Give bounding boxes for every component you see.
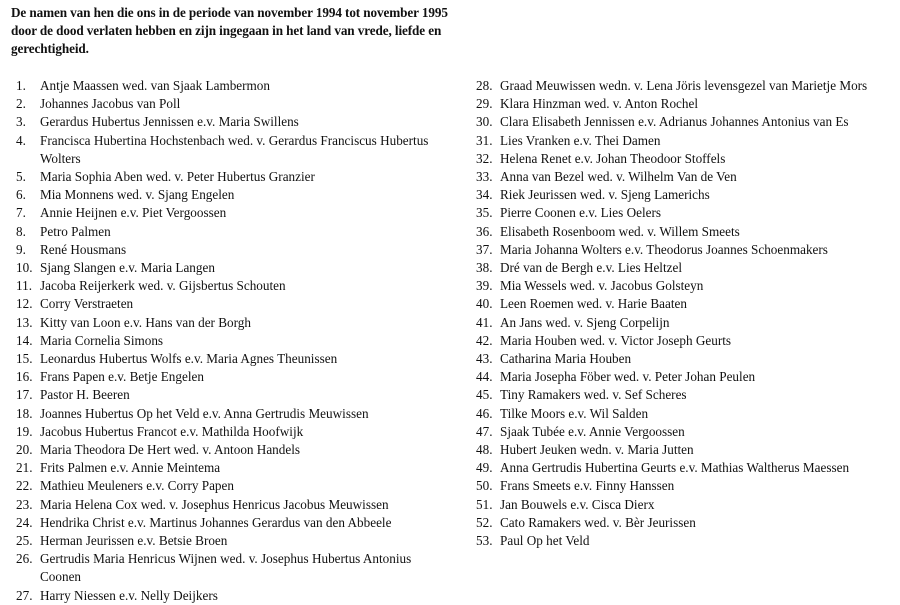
item-number: 5. xyxy=(16,169,26,185)
right-column-list xyxy=(476,77,896,550)
item-number: 25. xyxy=(16,533,33,549)
item-name: Pastor H. Beeren xyxy=(40,387,130,403)
list-item xyxy=(16,113,446,131)
item-name: Clara Elisabeth Jennissen e.v. Adrianus Johannes Antonius van Es xyxy=(500,114,849,130)
item-name: Joannes Hubertus Op het Veld e.v. Anna Gertrudis Meuwissen xyxy=(40,405,369,421)
item-name: Hubert Jeuken wedn. v. Maria Jutten xyxy=(500,442,694,458)
item-number: 18. xyxy=(16,405,33,421)
list-item xyxy=(476,295,896,313)
item-name: Corry Verstraeten xyxy=(40,296,134,312)
item-name: Anna van Bezel wed. v. Wilhelm Van de Ven xyxy=(500,169,737,185)
item-name: Gerardus Hubertus Jennissen e.v. Maria Swillens xyxy=(40,114,299,130)
item-number: 50. xyxy=(476,478,493,494)
list-item xyxy=(16,95,446,113)
item-name: Antje Maassen wed. van Sjaak Lambermon xyxy=(40,78,270,93)
item-number: 10. xyxy=(16,260,33,276)
item-number: 22. xyxy=(16,478,33,494)
list-item xyxy=(16,223,446,241)
item-name: Sjang Slangen e.v. Maria Langen xyxy=(40,260,215,276)
item-number: 7. xyxy=(16,205,26,221)
item-name: Graad Meuwissen wedn. v. Lena Jöris levensgezel van Marietje Mors xyxy=(500,78,868,93)
list-item xyxy=(476,132,896,150)
item-number: 29. xyxy=(476,96,493,112)
list-item xyxy=(476,423,896,441)
item-name: Gertrudis Maria Henricus Wijnen wed. v. Josephus Hubertus Antonius Coonen xyxy=(40,551,412,585)
list-item xyxy=(16,496,446,514)
item-name: Maria Josepha Föber wed. v. Peter Johan Peulen xyxy=(500,369,756,385)
item-name: Elisabeth Rosenboom wed. v. Willem Smeets xyxy=(500,223,740,239)
item-number: 1. xyxy=(16,78,26,93)
item-name: Frans Papen e.v. Betje Engelen xyxy=(40,369,204,385)
list-item xyxy=(476,350,896,368)
item-number: 2. xyxy=(16,96,26,112)
item-number: 32. xyxy=(476,150,493,166)
list-item xyxy=(16,295,446,313)
item-number: 42. xyxy=(476,332,493,348)
item-name: An Jans wed. v. Sjeng Corpelijn xyxy=(500,314,670,330)
item-number: 24. xyxy=(16,514,33,530)
item-name: Johannes Jacobus van Poll xyxy=(40,96,181,112)
list-item xyxy=(16,386,446,404)
item-name: Jacobus Hubertus Francot e.v. Mathilda Hoofwijk xyxy=(40,423,304,439)
item-name: Hendrika Christ e.v. Martinus Johannes Gerardus van den Abbeele xyxy=(40,514,392,530)
item-name: Jacoba Reijerkerk wed. v. Gijsbertus Schouten xyxy=(40,278,286,294)
item-number: 53. xyxy=(476,533,493,549)
list-item xyxy=(476,332,896,350)
item-number: 17. xyxy=(16,387,33,403)
item-name: Maria Johanna Wolters e.v. Theodorus Joannes Schoenmakers xyxy=(500,241,828,257)
item-number: 40. xyxy=(476,296,493,312)
list-item xyxy=(16,587,446,605)
list-item xyxy=(476,386,896,404)
item-number: 15. xyxy=(16,351,33,367)
item-name: Maria Helena Cox wed. v. Josephus Henricus Jacobus Meuwissen xyxy=(40,496,389,512)
list-item xyxy=(16,368,446,386)
list-item xyxy=(476,113,896,131)
item-number: 38. xyxy=(476,260,493,276)
item-name: René Housmans xyxy=(40,241,127,257)
item-name: Helena Renet e.v. Johan Theodoor Stoffels xyxy=(500,150,726,166)
list-item xyxy=(16,332,446,350)
item-number: 23. xyxy=(16,496,33,512)
item-number: 41. xyxy=(476,314,493,330)
item-number: 20. xyxy=(16,442,33,458)
list-item xyxy=(16,277,446,295)
list-item xyxy=(476,532,896,550)
list-item xyxy=(476,204,896,222)
list-item xyxy=(16,532,446,550)
list-item xyxy=(16,550,446,586)
item-name: Riek Jeurissen wed. v. Sjeng Lamerichs xyxy=(500,187,710,203)
item-name: Cato Ramakers wed. v. Bèr Jeurissen xyxy=(500,514,696,530)
list-item xyxy=(16,514,446,532)
list-item xyxy=(476,514,896,532)
item-name: Leen Roemen wed. v. Harie Baaten xyxy=(500,296,687,312)
item-name: Paul Op het Veld xyxy=(500,533,590,549)
item-number: 28. xyxy=(476,78,493,93)
item-number: 26. xyxy=(16,551,33,567)
item-number: 43. xyxy=(476,351,493,367)
item-number: 52. xyxy=(476,514,493,530)
list-item xyxy=(476,405,896,423)
item-number: 11. xyxy=(16,278,32,294)
item-name: Leonardus Hubertus Wolfs e.v. Maria Agnes Theunissen xyxy=(40,351,338,367)
item-name: Petro Palmen xyxy=(40,223,111,239)
item-number: 45. xyxy=(476,387,493,403)
item-number: 33. xyxy=(476,169,493,185)
list-item xyxy=(16,459,446,477)
item-name: Tiny Ramakers wed. v. Sef Scheres xyxy=(500,387,687,403)
list-item xyxy=(476,259,896,277)
list-item xyxy=(16,350,446,368)
item-number: 48. xyxy=(476,442,493,458)
item-name: Frits Palmen e.v. Annie Meintema xyxy=(40,460,221,476)
list-item xyxy=(476,241,896,259)
list-item xyxy=(16,423,446,441)
item-name: Mia Wessels wed. v. Jacobus Golsteyn xyxy=(500,278,704,294)
item-name: Dré van de Bergh e.v. Lies Heltzel xyxy=(500,260,682,276)
list-item xyxy=(476,168,896,186)
item-number: 9. xyxy=(16,241,26,257)
list-item xyxy=(476,77,896,95)
item-number: 27. xyxy=(16,587,33,603)
item-name: Tilke Moors e.v. Wil Salden xyxy=(500,405,649,421)
item-name: Francisca Hubertina Hochstenbach wed. v. Gerardus Franciscus Hubertus Wolters xyxy=(40,132,429,166)
item-name: Frans Smeets e.v. Finny Hanssen xyxy=(500,478,675,494)
list-item xyxy=(16,259,446,277)
item-number: 4. xyxy=(16,132,26,148)
item-name: Maria Theodora De Hert wed. v. Antoon Handels xyxy=(40,442,301,458)
item-number: 21. xyxy=(16,460,33,476)
item-name: Sjaak Tubée e.v. Annie Vergoossen xyxy=(500,423,685,439)
list-item xyxy=(476,95,896,113)
item-number: 3. xyxy=(16,114,26,130)
item-name: Pierre Coonen e.v. Lies Oelers xyxy=(500,205,662,221)
item-name: Mia Monnens wed. v. Sjang Engelen xyxy=(40,187,235,203)
list-item xyxy=(476,477,896,495)
list-item xyxy=(476,441,896,459)
list-item xyxy=(476,314,896,332)
list-item xyxy=(476,223,896,241)
item-number: 8. xyxy=(16,223,26,239)
item-name: Herman Jeurissen e.v. Betsie Broen xyxy=(40,533,228,549)
item-number: 19. xyxy=(16,423,33,439)
item-number: 47. xyxy=(476,423,493,439)
item-name: Kitty van Loon e.v. Hans van der Borgh xyxy=(40,314,251,330)
list-item xyxy=(476,150,896,168)
item-number: 51. xyxy=(476,496,493,512)
item-number: 31. xyxy=(476,132,493,148)
item-name: Annie Heijnen e.v. Piet Vergoossen xyxy=(40,205,227,221)
list-item xyxy=(16,405,446,423)
list-item xyxy=(476,277,896,295)
item-number: 37. xyxy=(476,241,493,257)
item-name: Catharina Maria Houben xyxy=(500,351,632,367)
list-item xyxy=(16,168,446,186)
item-name: Klara Hinzman wed. v. Anton Rochel xyxy=(500,96,699,112)
item-name: Maria Sophia Aben wed. v. Peter Hubertus Granzier xyxy=(40,169,315,185)
item-number: 49. xyxy=(476,460,493,476)
item-name: Maria Cornelia Simons xyxy=(40,332,164,348)
item-number: 36. xyxy=(476,223,493,239)
list-item xyxy=(16,314,446,332)
list-item xyxy=(16,77,446,95)
item-number: 46. xyxy=(476,405,493,421)
item-name: Harry Niessen e.v. Nelly Deijkers xyxy=(40,587,218,603)
list-item xyxy=(476,368,896,386)
list-item xyxy=(476,459,896,477)
item-number: 14. xyxy=(16,332,33,348)
list-item xyxy=(16,441,446,459)
item-number: 35. xyxy=(476,205,493,221)
item-number: 13. xyxy=(16,314,33,330)
item-number: 12. xyxy=(16,296,33,312)
list-item xyxy=(16,186,446,204)
list-item xyxy=(16,204,446,222)
left-column-list xyxy=(16,77,446,605)
list-item xyxy=(16,241,446,259)
item-number: 34. xyxy=(476,187,493,203)
item-number: 30. xyxy=(476,114,493,130)
item-name: Anna Gertrudis Hubertina Geurts e.v. Mathias Waltherus Maessen xyxy=(500,460,850,476)
list-item xyxy=(476,186,896,204)
list-item xyxy=(16,477,446,495)
item-name: Jan Bouwels e.v. Cisca Dierx xyxy=(500,496,655,512)
item-name: Mathieu Meuleners e.v. Corry Papen xyxy=(40,478,234,494)
list-item xyxy=(16,132,446,168)
list-item xyxy=(476,496,896,514)
item-name: Maria Houben wed. v. Victor Joseph Geurts xyxy=(500,332,732,348)
item-number: 39. xyxy=(476,278,493,294)
item-name: Lies Vranken e.v. Thei Damen xyxy=(500,132,661,148)
item-number: 6. xyxy=(16,187,26,203)
item-number: 16. xyxy=(16,369,33,385)
intro-text: De namen van hen die ons in de periode van november 1994 tot november 1995 door de dood verlaten hebben en zijn ingegaan in het land van vrede, liefde en gerechtigheid. xyxy=(11,5,448,56)
item-number: 44. xyxy=(476,369,493,385)
